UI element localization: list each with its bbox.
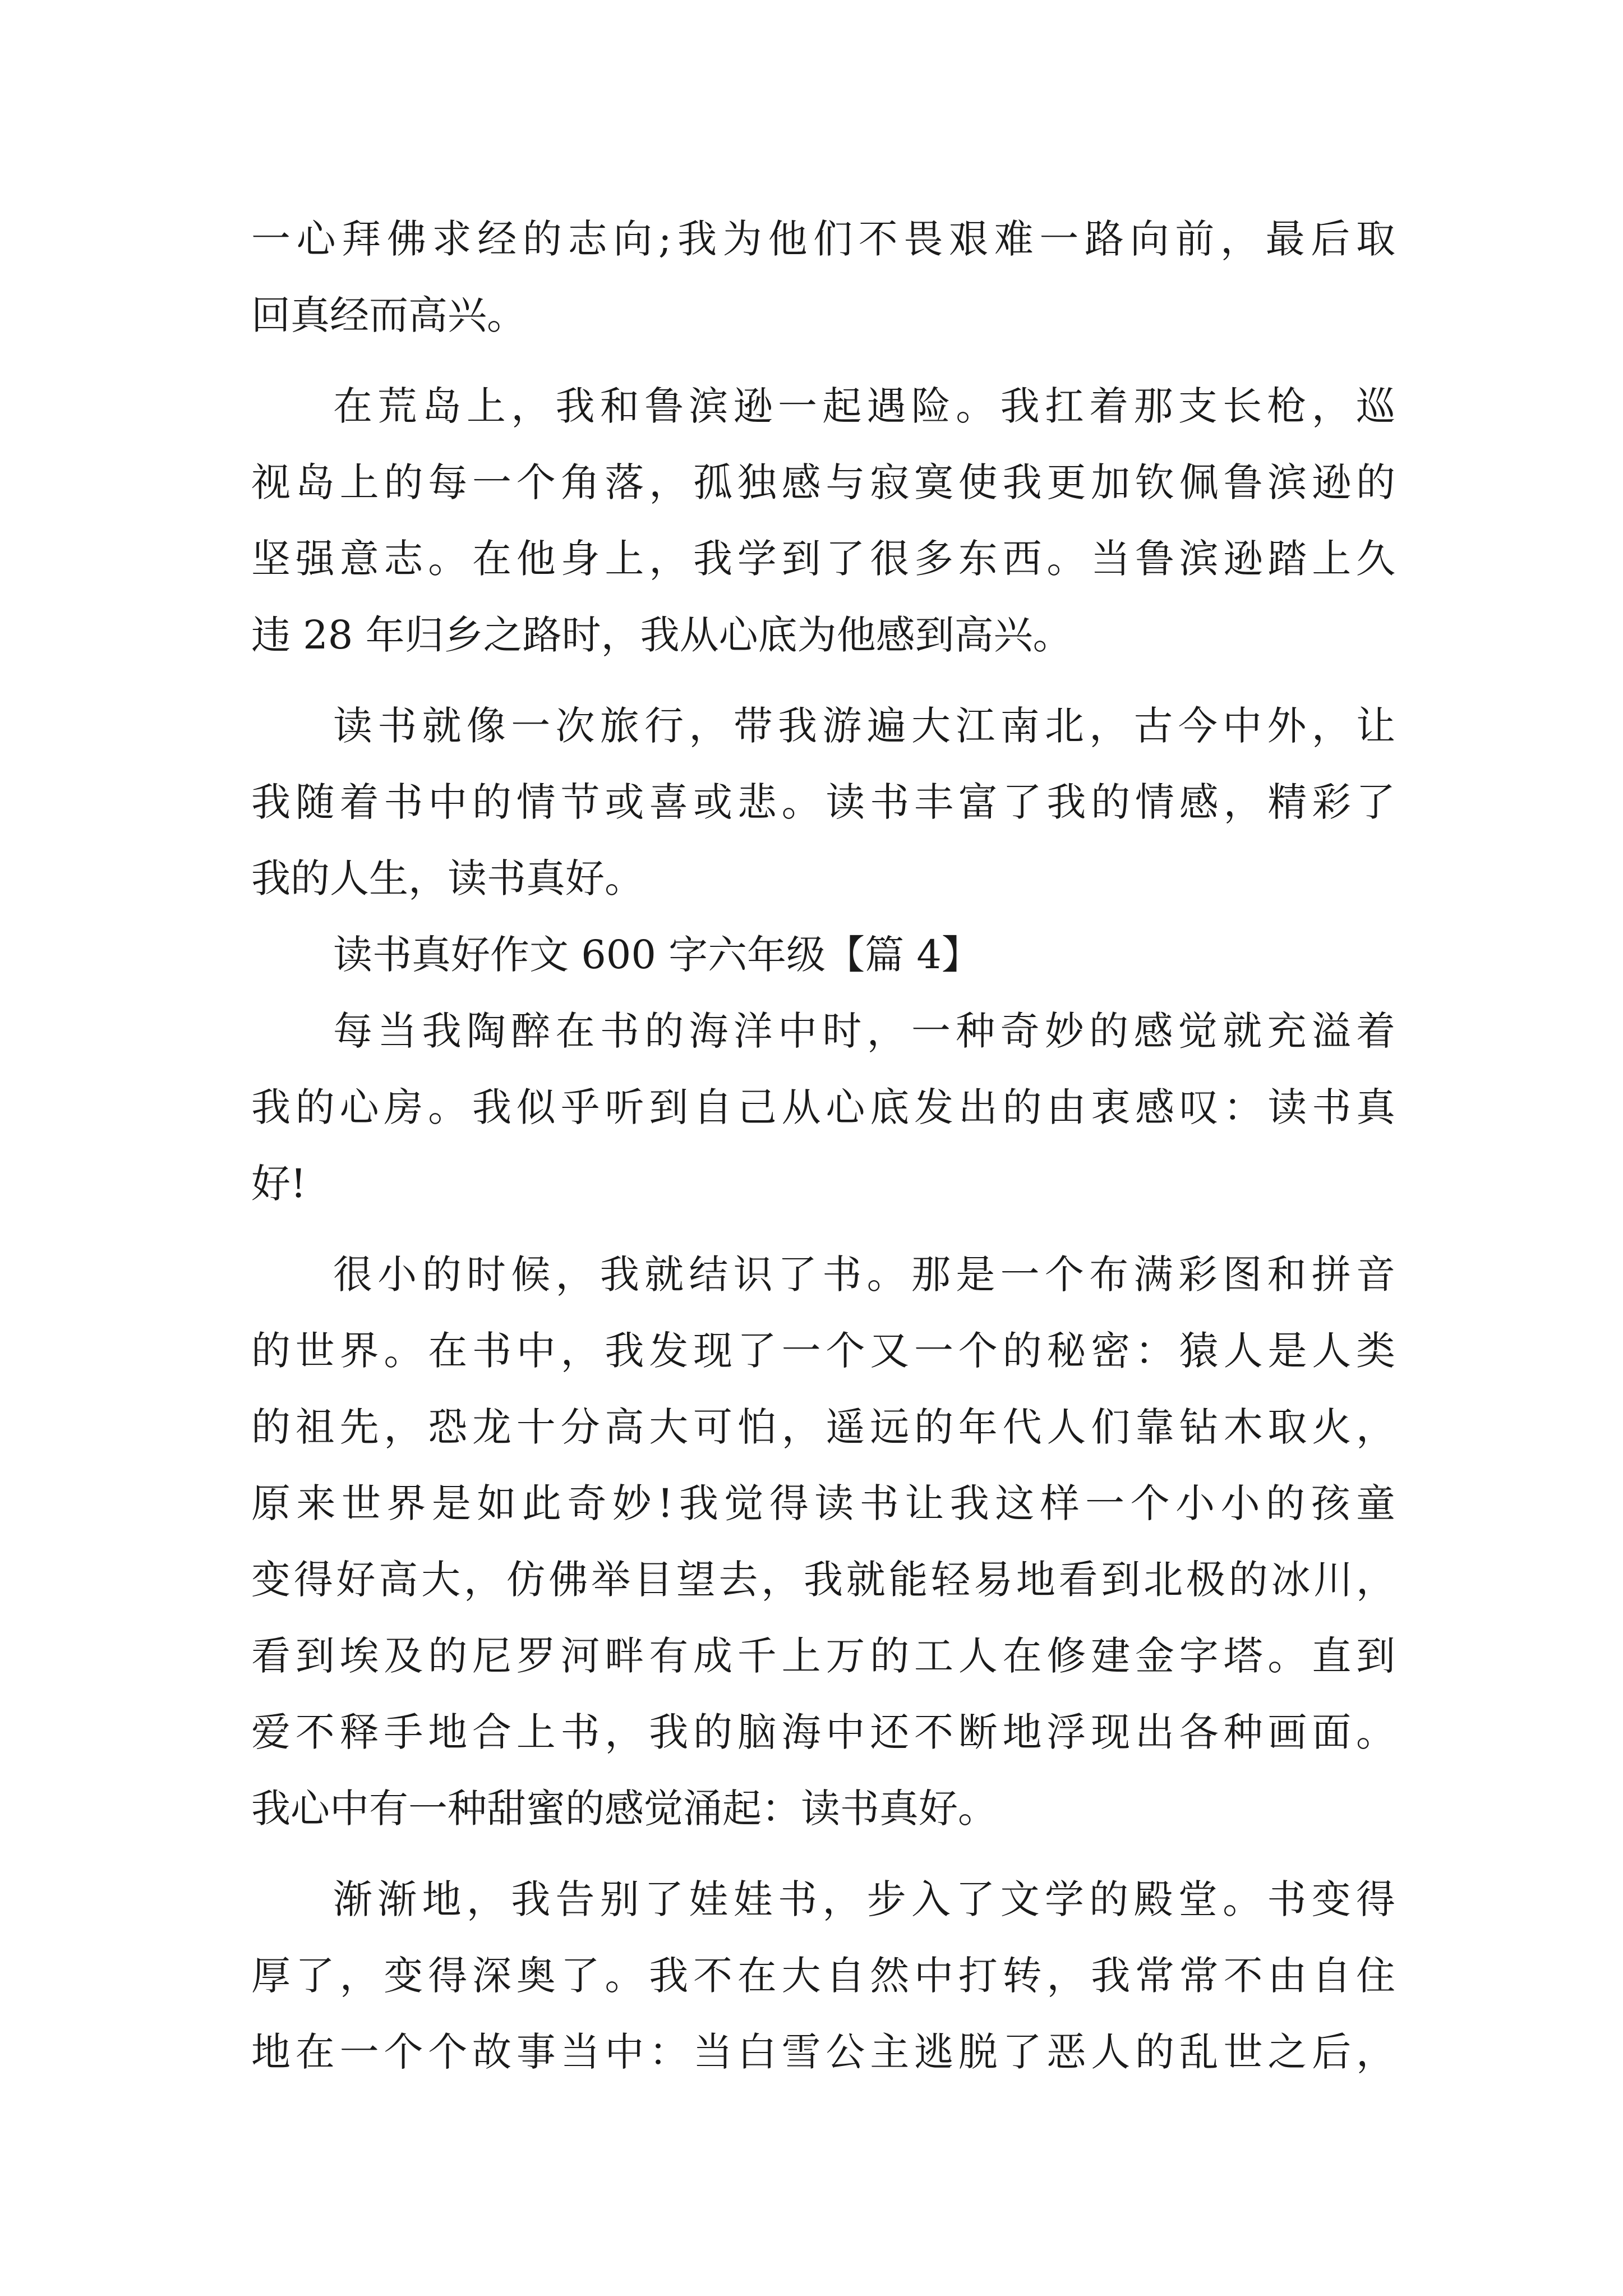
section-heading: 读书真好作文 600 字六年级【篇 4】 [333, 932, 981, 978]
text-line: 一心拜佛求经的志向;我为他们不畏艰难一路向前，最后取 [251, 216, 1395, 262]
text-line: 坚强意志。在他身上，我学到了很多东西。当鲁滨逊踏上久 [251, 536, 1395, 582]
text-line: 视岛上的每一个角落，孤独感与寂寞使我更加钦佩鲁滨逊的 [251, 459, 1395, 505]
text-line: 厚了，变得深奥了。我不在大自然中打转，我常常不由自住 [251, 1953, 1395, 1999]
text-line: 的世界。在书中，我发现了一个又一个的秘密：猿人是人类 [251, 1328, 1395, 1374]
text-line: 我的人生，读书真好。 [251, 855, 644, 901]
text-line: 我随着书中的情节或喜或悲。读书丰富了我的情感，精彩了 [251, 779, 1395, 825]
text-line: 很小的时候，我就结识了书。那是一个布满彩图和拼音 [333, 1251, 1395, 1297]
text-line: 地在一个个故事当中：当白雪公主逃脱了恶人的乱世之后， [251, 2029, 1395, 2075]
text-line: 读书就像一次旅行，带我游遍大江南北，古今中外，让 [333, 703, 1395, 749]
text-line: 我的心房。我似乎听到自己从心底发出的由衷感叹：读书真 [251, 1084, 1395, 1130]
text-line: 回真经而高兴。 [251, 292, 526, 338]
text-line: 渐渐地，我告别了娃娃书，步入了文学的殿堂。书变得 [333, 1876, 1395, 1922]
text-line: 每当我陶醉在书的海洋中时，一种奇妙的感觉就充溢着 [333, 1008, 1395, 1054]
text-line: 我心中有一种甜蜜的感觉涌起：读书真好。 [251, 1786, 997, 1832]
text-line: 爱不释手地合上书，我的脑海中还不断地浮现出各种画面。 [251, 1709, 1395, 1755]
text-line: 的祖先，恐龙十分高大可怕，遥远的年代人们靠钻木取火， [251, 1404, 1395, 1450]
text-line: 看到埃及的尼罗河畔有成千上万的工人在修建金字塔。直到 [251, 1633, 1395, 1679]
text-line: 原来世界是如此奇妙!我觉得读书让我这样一个小小的孩童 [251, 1480, 1395, 1526]
text-line: 在荒岛上，我和鲁滨逊一起遇险。我扛着那支长枪，巡 [333, 383, 1395, 429]
text-line: 变得好高大，仿佛举目望去，我就能轻易地看到北极的冰川， [251, 1557, 1395, 1603]
document-body [251, 201, 1395, 2090]
text-line: 好! [251, 1161, 307, 1207]
text-line: 违 28 年归乡之路时，我从心底为他感到高兴。 [251, 612, 1072, 658]
